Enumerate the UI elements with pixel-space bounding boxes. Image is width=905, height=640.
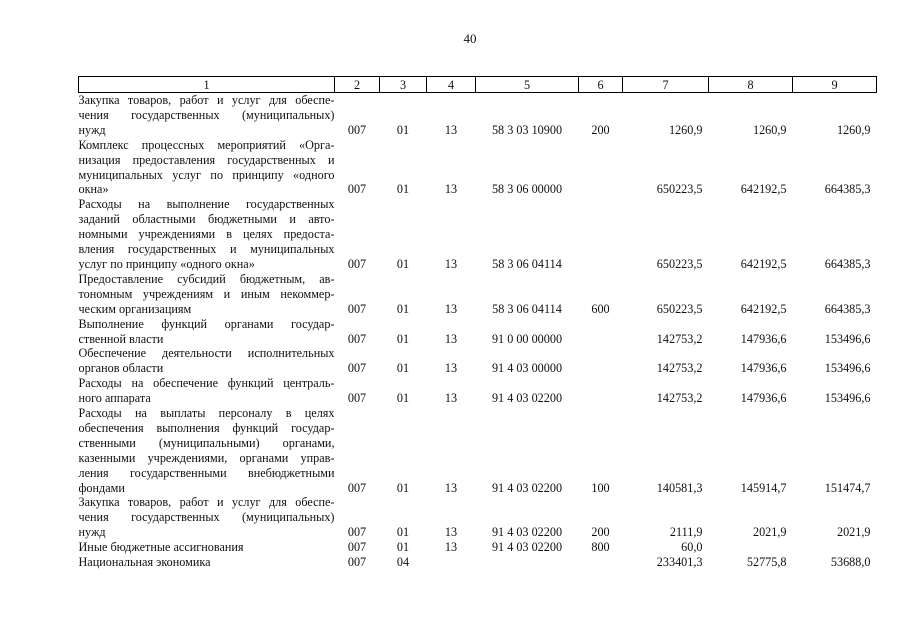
row-description-line: Расходы на выполнение государственных [78,197,335,212]
cell-c7: 1260,9 [668,122,703,137]
cell-c9: 153496,6 [824,331,871,346]
cell-c9: 1260,9 [836,122,871,137]
cell-c9 [793,540,877,555]
cell-c8: 147936,6 [740,391,787,406]
column-header-8: 8 [709,77,793,93]
table-row [79,346,877,376]
row-description [79,138,335,198]
row-description-line: низация предоставления государственных и [78,152,335,167]
cell-c3: 01 [396,391,410,406]
cell-c3: 01 [396,256,410,271]
cell-c7: 650223,5 [656,182,703,197]
row-description [79,540,335,555]
cell-c9: 664385,3 [824,256,871,271]
cell-c7: 60,0 [681,540,703,555]
cell-c5: 91 4 03 02200 [491,540,563,555]
cell-c7: 140581,3 [656,480,703,495]
cell-c2: 007 [347,256,367,271]
row-description-line: номными учреждениями в целях предоста- [78,227,335,242]
table-body [79,93,877,571]
cell-c7: 142753,2 [656,331,703,346]
table-row [79,540,877,555]
cell-c2: 007 [347,331,367,346]
cell-c5 [476,555,579,570]
row-description-line: заданий областными бюджетными и авто- [78,212,335,227]
cell-c2: 007 [347,301,367,316]
cell-c9: 151474,7 [824,480,871,495]
table-row [79,93,877,138]
cell-c6 [579,138,623,198]
cell-c3: 01 [396,122,410,137]
cell-c6 [579,197,623,272]
cell-c4: 13 [444,331,458,346]
row-description-line: тономным учреждениям и иным некоммер- [78,286,335,301]
row-description-line: Обеспечение деятельности исполнительных [78,346,335,361]
cell-c7: 650223,5 [656,301,703,316]
cell-c7: 650223,5 [656,256,703,271]
row-description-line: ного аппарата [78,391,151,406]
cell-c9: 53688,0 [830,555,871,570]
row-description-line: ления государственными внебюджетными [78,465,335,480]
row-description-line: вления государственных и муниципальных [78,242,335,257]
cell-c5: 58 3 06 04114 [492,301,562,316]
cell-c8: 1260,9 [752,122,787,137]
row-description-line: казенными учреждениями, органами управ- [78,450,335,465]
cell-c6 [579,346,623,376]
row-description-line: Комплекс процессных мероприятий «Орга- [78,137,335,152]
cell-c3: 01 [396,182,410,197]
cell-c5: 91 0 00 00000 [491,331,563,346]
cell-c5: 91 4 03 00000 [491,361,563,376]
row-description [79,272,335,317]
column-header-7: 7 [623,77,709,93]
cell-c2: 007 [347,122,367,137]
cell-c4: 13 [444,122,458,137]
cell-c8: 2021,9 [752,525,787,540]
table-row [79,272,877,317]
row-description-line: Закупка товаров, работ и услуг для обеспе- [78,93,335,107]
row-description-line: Иные бюджетные ассигнования [78,540,244,555]
cell-c3: 01 [396,525,410,540]
row-description-line: Предоставление субсидий бюджетным, ав- [78,271,335,286]
cell-c3: 01 [396,361,410,376]
cell-c3: 01 [396,480,410,495]
row-description [79,495,335,540]
cell-c7: 233401,3 [656,555,703,570]
cell-c5: 58 3 06 00000 [491,182,563,197]
table-row [79,138,877,198]
table-row [79,197,877,272]
cell-c4: 13 [444,361,458,376]
row-description-line: нужд [78,525,106,540]
row-description-line: чения государственных (муниципальных) [78,510,335,525]
column-header-1: 1 [79,77,335,93]
row-description-line: ческим организациям [78,301,192,316]
row-description-line: Закупка товаров, работ и услуг для обеспе- [78,495,335,510]
cell-c8: 642192,5 [740,301,787,316]
column-header-6: 6 [579,77,623,93]
cell-c8: 145914,7 [740,480,787,495]
cell-c6: 100 [591,480,610,495]
row-description [79,346,335,376]
cell-c4: 13 [444,540,458,555]
cell-c3: 01 [396,540,410,555]
row-description-line: окна» [78,182,109,197]
cell-c4: 13 [444,480,458,495]
row-description-line: Расходы на выплаты персоналу в целях [78,406,335,421]
cell-c2: 007 [347,525,367,540]
cell-c9: 664385,3 [824,182,871,197]
cell-c2: 007 [347,540,367,555]
cell-c9: 2021,9 [836,525,871,540]
table-row [79,376,877,406]
cell-c7: 142753,2 [656,361,703,376]
cell-c6 [579,317,623,347]
cell-c4 [427,555,476,570]
row-description [79,197,335,272]
column-header-9: 9 [793,77,877,93]
cell-c6 [579,376,623,406]
cell-c8: 642192,5 [740,182,787,197]
row-description-line: услуг по принципу «одного окна» [78,256,255,271]
cell-c2: 007 [347,182,367,197]
cell-c5: 58 3 03 10900 [491,122,563,137]
row-description-line: ственной власти [78,331,164,346]
row-description [79,555,335,570]
table-row [79,317,877,347]
budget-table [78,76,877,570]
table-row [79,406,877,495]
cell-c4: 13 [444,301,458,316]
cell-c8: 147936,6 [740,361,787,376]
row-description-line: органов области [78,361,164,376]
column-header-2: 2 [335,77,380,93]
cell-c3: 01 [396,301,410,316]
cell-c2: 007 [347,391,367,406]
column-header-3: 3 [380,77,427,93]
column-header-5: 5 [476,77,579,93]
row-description [79,406,335,495]
row-description-line: фондами [78,480,125,495]
row-description-line: обеспечения выполнения функций государ- [78,420,335,435]
row-description [79,376,335,406]
table-header-row [79,77,877,93]
cell-c6: 200 [591,525,610,540]
table-row [79,555,877,570]
cell-c4: 13 [444,391,458,406]
page-number: 40 [463,31,477,46]
cell-c5: 58 3 06 04114 [492,256,562,271]
cell-c3: 04 [396,555,410,570]
column-header-4: 4 [427,77,476,93]
cell-c9: 664385,3 [824,301,871,316]
row-description-line: нужд [78,122,106,137]
table-row [79,495,877,540]
cell-c7: 2111,9 [669,525,703,540]
cell-c9: 153496,6 [824,391,871,406]
cell-c8 [709,540,793,555]
cell-c4: 13 [444,256,458,271]
cell-c2: 007 [347,480,367,495]
cell-c8: 52775,8 [746,555,787,570]
cell-c6 [579,555,623,570]
cell-c5: 91 4 03 02200 [491,480,563,495]
cell-c6: 600 [591,301,610,316]
cell-c3: 01 [396,331,410,346]
cell-c8: 147936,6 [740,331,787,346]
row-description-line: муниципальных услуг по принципу «одного [78,167,335,182]
cell-c2: 007 [347,361,367,376]
row-description-line: чения государственных (муниципальных) [78,107,335,122]
row-description [79,93,335,138]
row-description-line: ственными (муниципальными) органами, [78,435,335,450]
cell-c7: 142753,2 [656,391,703,406]
row-description-line: Расходы на обеспечение функций централь- [78,376,335,391]
cell-c9: 153496,6 [824,361,871,376]
row-description [79,317,335,347]
cell-c4: 13 [444,182,458,197]
row-description-line: Национальная экономика [78,555,211,570]
cell-c5: 91 4 03 02200 [491,391,563,406]
cell-c2: 007 [347,555,367,570]
cell-c4: 13 [444,525,458,540]
cell-c6: 200 [591,122,610,137]
row-description-line: Выполнение функций органами государ- [78,316,335,331]
cell-c5: 91 4 03 02200 [491,525,563,540]
cell-c8: 642192,5 [740,256,787,271]
cell-c6: 800 [591,540,610,555]
